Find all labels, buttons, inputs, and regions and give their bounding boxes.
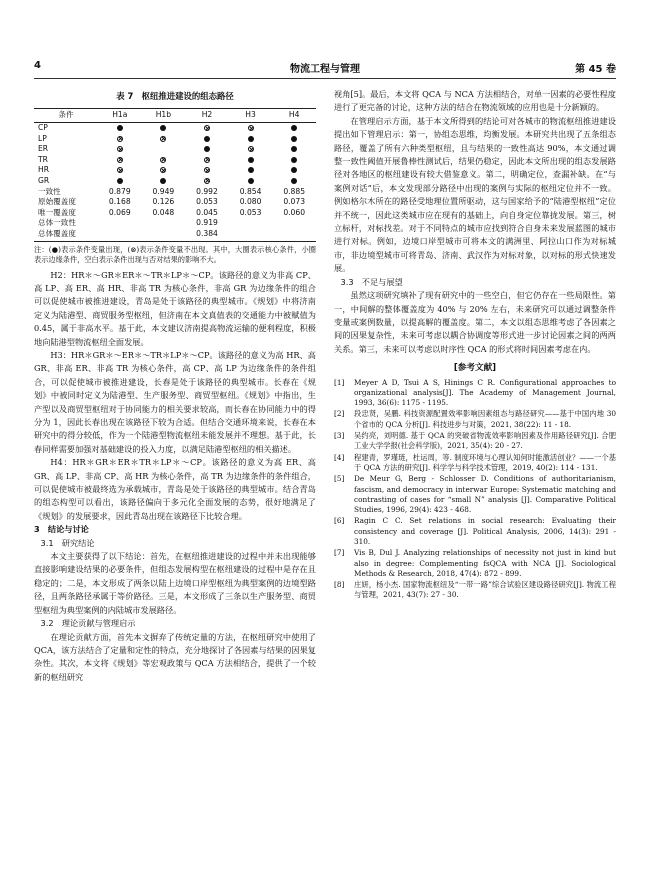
absent-icon (160, 167, 166, 173)
core-present-icon (160, 125, 166, 131)
table-cell (229, 155, 273, 166)
core-present-icon (248, 157, 254, 163)
table-row (34, 134, 316, 145)
core-present-icon (248, 136, 254, 142)
reference-item (334, 409, 616, 430)
table-cell (185, 155, 229, 166)
core-present-icon (291, 136, 297, 142)
subsection-heading: 3.2 理论贡献与管理启示 (40, 618, 136, 629)
absent-icon (160, 136, 166, 142)
stat-value: 0.048 (152, 207, 175, 217)
core-present-icon (291, 178, 297, 184)
core-present-icon (204, 146, 210, 152)
table-cell (229, 123, 273, 134)
condition-label: GR (38, 175, 50, 185)
table-row (34, 123, 316, 134)
journal-title: 物流工程与管理 (290, 64, 360, 75)
body-paragraph: 本文主要获得了以下结论：首先，在枢纽推进建设的过程中并未出现能够直接影响建设结果的必要条件，但组态发展构型在枢纽建设的过程中是存在且稳定的；二是，本文形成了两条以陆上边境口岸型枢纽为典型案例的边境型路径，且两条路径承属于等价路径。三是，本文形成了三条以生产服务型、商贸型枢纽为典型案例的内陆城市发展路径。 (34, 551, 316, 615)
table-row (34, 165, 316, 176)
table-cell (229, 134, 273, 145)
core-present-icon (291, 125, 297, 131)
absent-icon (204, 125, 210, 131)
body-paragraph: H2：HR＊～GR＊ER＊～TR＊LP＊～CP。该路径的意义为非高 CP、高 LP、高 ER、高 HR、非高 TR 为核心条件，非高 GR 为边缘条件的组合可以促使城市被推进建设，青岛是处于该路径的典型城市。《规划》中将济南定义为陆港型、商贸服务型枢纽，但济南在本文真值表的交通能力中被赋值为 0.45，属于非高水平。基于此，本文建议济南提高物流运输的便利程度，积极地向陆港型物流枢纽全面发展。 (34, 269, 316, 347)
table-cell (272, 123, 316, 134)
stat-value: 0.073 (283, 197, 306, 207)
core-present-icon (160, 178, 166, 184)
reference-number: [3] (334, 431, 345, 441)
table-cell (229, 165, 273, 176)
core-present-icon (248, 167, 254, 173)
table-header-row (34, 109, 316, 123)
section-heading: 3 结论与讨论 (34, 524, 89, 535)
reference-number: [6] (334, 516, 345, 526)
reference-text: De Meur G, Berg - Schlosser D. Conditions of authoritarianism, fascism, and democracy in interwar Europe: Systematic matching and contrasting of cases for “small N” analysis [J]. Comparative Political Studies, 1996, 29(4): 423 - 468. (354, 474, 616, 515)
stat-value: 0.045 (196, 207, 218, 217)
overall-rows (34, 218, 316, 241)
condition-label: LP (38, 133, 47, 143)
stat-value: 0.053 (196, 197, 218, 207)
absent-icon (117, 157, 123, 163)
table-col-header: H1b (142, 109, 186, 123)
overall-consistency-label: 总体一致性 (38, 218, 76, 228)
table-cell (98, 165, 142, 176)
table-row (34, 197, 316, 208)
reference-item (334, 474, 616, 515)
subsection-heading: 3.1 研究结论 (40, 537, 95, 548)
table-row (34, 176, 316, 187)
table-cell (272, 144, 316, 155)
reference-item (334, 516, 616, 547)
table-cell (272, 155, 316, 166)
absent-icon (248, 146, 254, 152)
stat-label: 原始覆盖度 (38, 197, 76, 207)
table-row (34, 155, 316, 166)
body-paragraph: 在管理启示方面，基于本文所得到的结论可对各城市的物流枢纽推进建设提出如下管理启示：第一，协组态思维，均衡发展。本研究共出现了五条组态路径，覆盖了所有六种类型枢纽，且与结果的一致性高达 90%，本文通过调整一致性阈值开展鲁棒性测试后，结果仍稳定，因此本文所出现的组态发展路径对各地区的枢纽建设有较大借鉴意义。第二，明确定位，查漏补缺。在“与案例对话”后，本文发现部分路径中出现的案例与实际的枢纽定位并不一致。例如格尔木所在的路径受地理位置所驱动，这与国家给予的“陆港型枢纽”定位并不统一，因此这类城市应在现有的基础上，向自身定位靠拢发展。第三，树立标杆，对标找差。对于不同特点的城市应找到符合自身未来发展蓝图的城市进行对标。例如，边境口岸型城市可将本文的满洲里、阿拉山口作为对标城市，非边境型城市可将青岛、济南、武汉作为对标对象，以对标的形式快速发展。 (334, 115, 616, 274)
table-col-header: 条件 (34, 109, 98, 123)
reference-item (334, 431, 616, 452)
table-cell (185, 123, 229, 134)
reference-number: [8] (334, 580, 345, 590)
absent-icon (160, 157, 166, 163)
reference-text: 段忠贤，吴鹏. 科技资源配置效率影响因素组态与路径研究——基于中国内地 30 个省市的 QCA 分析[J]. 科技进步与对策，2021, 38(22): 11 - 18. (354, 409, 616, 429)
table-col-header: H4 (272, 109, 316, 123)
body-paragraph: H4：HR＊GR＊ER＊TR＊LP＊～CP。该路径的意义为高 ER、高 GR、高 LP、非高 CP、高 HR 为核心条件，高 TR 为边缘条件的条件组合，可以促使城市被最终选为承载城市，青岛是处于该路径的典型城市。结合青岛的组态构型可以看出，该路径偏向于多元化全面发展的态势，很好地满足了《规划》的发展要求，因此青岛出现在该路径下比较合理。 (34, 457, 316, 521)
table-caption: 表 7 枢纽推进建设的组态路径 (116, 91, 234, 101)
reference-text: 吴约亮，刘明德. 基于 QCA 的突破省物流效率影响因素及作用路径研究[J]. 合肥工业大学学报(社会科学版)，2021, 35(4): 20 - 27. (354, 431, 616, 451)
header-rule (34, 78, 616, 79)
table-cell (185, 134, 229, 145)
table-cell (142, 144, 186, 155)
stat-value: 0.992 (196, 186, 218, 196)
body-paragraph: 在理论贡献方面，首先本文摒弃了传统定量的方法，在枢纽研究中使用了 QCA，该方法结合了定量和定性的特点，充分地探讨了各因素与结果的因果复杂性。其次，本文将《规划》等宏观政策与 QCA 方法相结合，提供了一个较新的枢纽研究 (34, 631, 316, 682)
table-cell (98, 176, 142, 187)
absent-icon (248, 125, 254, 131)
condition-label: TR (38, 154, 48, 164)
stat-value: 0.885 (283, 186, 306, 196)
references-heading: [参考文献] (453, 363, 497, 374)
reference-item (334, 453, 616, 474)
table-cell (272, 176, 316, 187)
condition-label: CP (38, 123, 48, 132)
reference-text: Meyer A D, Tsui A S, Hinings C R. Configurational approaches to organizational analysis[J]. The Academy of Management Journal, 1993, 36(6): 1175 - 1195. (354, 377, 616, 408)
subsection-heading: 3.3 不足与展望 (340, 276, 403, 287)
reference-item (334, 378, 616, 409)
reference-number: [4] (334, 452, 345, 462)
reference-item (334, 548, 616, 579)
overall-coverage-value: 0.384 (98, 229, 316, 241)
stat-value: 0.168 (108, 197, 131, 207)
reference-item (334, 580, 616, 601)
table-cell (272, 165, 316, 176)
table-row (34, 218, 316, 229)
page-number: 4 (34, 60, 41, 71)
absent-icon (117, 167, 123, 173)
table-col-header: H3 (229, 109, 273, 123)
table-cell (98, 123, 142, 134)
core-present-icon (291, 167, 297, 173)
absent-icon (117, 136, 123, 142)
stat-value: 0.879 (108, 186, 131, 196)
reference-text: 庄妍，杨小杰. 国家物流枢纽及“一带一路”综合试验区建设路径研究[J]. 物流工程与管理，2021, 43(7): 27 - 30. (354, 580, 616, 600)
stat-value: 0.126 (152, 197, 175, 207)
condition-label: ER (38, 144, 49, 154)
table-cell (98, 134, 142, 145)
body-paragraph: H3：HR＊GR＊～ER＊～TR＊LP＊～CP。该路径的意义为高 HR、高 GR、非高 ER、非高 TR 为核心条件，高 CP、高 LP 为边缘条件的条件组合，可以促使城市被推进建设，长春是处于该路径的典型城市。长春在《规划》中被同时定义为陆港型、生产服务型、商贸型枢纽。《规划》中指出，生产型以及商贸型枢纽对于协同能力的相关要求较高，而长春在协同能力中的得分为 1，因此长春出现在该路径下较为合适。但结合交通环境来说，长春在本研究中的得分较低，作为一个陆港型物流枢纽未能发展并不理想。基于此，长春同样需要加强对基础建设的投入力度，以满足陆港型枢纽的相关描述。 (34, 349, 316, 454)
stat-value: 0.854 (239, 186, 262, 196)
table-col-header: H1a (98, 109, 142, 123)
left-column (34, 88, 316, 684)
reference-number: [5] (334, 474, 345, 484)
table-cell (142, 165, 186, 176)
reference-text: Vis B, Dul J. Analyzing relationships of necessity not just in kind but also in degree: Complementing fsQCA with NCA [J]. Sociological Methods & Research, 2018, 47(4): 872 - 899. (354, 548, 616, 578)
running-header (34, 60, 616, 76)
reference-list (334, 378, 616, 601)
table-cell (142, 134, 186, 145)
overall-consistency-value: 0.919 (196, 218, 218, 228)
stat-value: 0.080 (239, 197, 262, 207)
stat-value: 0.060 (283, 207, 306, 217)
condition-label: HR (38, 165, 49, 175)
table-cell (98, 144, 142, 155)
table-col-header: H2 (185, 109, 229, 123)
table-cell (185, 176, 229, 187)
core-present-icon (291, 146, 297, 152)
absent-icon (204, 167, 210, 173)
stat-label: 一致性 (38, 186, 61, 196)
reference-number: [2] (334, 409, 345, 419)
overall-coverage-label: 总体覆盖度 (34, 229, 98, 241)
core-present-icon (204, 136, 210, 142)
core-present-icon (117, 125, 123, 131)
condition-rows (34, 123, 316, 187)
reference-text: Ragin C C. Set relations in social research: Evaluating their consistency and coverage [J]. Political Analysis, 2006, 14(3): 291 - 310. (354, 516, 616, 546)
volume-label: 第 45 卷 (575, 64, 616, 75)
table-cell (142, 155, 186, 166)
stat-value: 0.949 (152, 186, 175, 196)
table-cell (229, 176, 273, 187)
table-cell (185, 165, 229, 176)
core-present-icon (248, 178, 254, 184)
absent-icon (204, 178, 210, 184)
reference-text: 程建青，罗瑾琏，杜运周，等. 制度环境与心理认知何时能激活创业？——一个基于 QCA 方法的研究[J]. 科学学与科学技术管理，2019, 40(2): 114 - 131. (354, 452, 616, 472)
table-row (34, 187, 316, 198)
table-note: 注：(●)表示条件变量出现，(⊗)表示条件变量不出现。其中，大圈表示核心条件，小圈表示边缘条件，空白表示条件出现与否对结果的影响不大。 (34, 244, 316, 264)
stat-value: 0.069 (108, 207, 131, 217)
body-paragraph: 视角[5]。最后，本文将 QCA 与 NCA 方法相结合，对单一因素的必要性程度进行了更完备的讨论，这种方法的结合在物流领域的应用也是十分新颖的。 (334, 89, 616, 113)
table-cell (272, 134, 316, 145)
core-present-icon (291, 157, 297, 163)
absent-icon (204, 157, 210, 163)
reference-number: [1] (334, 377, 345, 387)
table-cell (185, 144, 229, 155)
absent-icon (117, 146, 123, 152)
table-cell (142, 123, 186, 134)
stat-label: 唯一覆盖度 (38, 207, 76, 217)
reference-number: [7] (334, 548, 345, 558)
core-present-icon (117, 178, 123, 184)
table-cell (142, 176, 186, 187)
table-cell (229, 144, 273, 155)
table-row (34, 144, 316, 155)
stat-value: 0.053 (239, 207, 262, 217)
configuration-table (34, 108, 316, 241)
body-paragraph: 虽然这项研究填补了现有研究中的一些空白，但它仍存在一些局限性。第一，中间解的整体覆盖度为 40% 与 20% 左右，未来研究可以通过调整条件变量或案例数量，以提高解的覆盖度。第二，本文以组态思维考虑了各因素之间的因果复杂性，未来可考虑以耦合协调度等形式进一步讨论因素之间的两两关系。第三，未来可以考虑以时序性 QCA 的形式将时间因素考虑在内。 (334, 290, 616, 354)
stat-rows (34, 187, 316, 219)
right-column (334, 88, 616, 602)
table-row (34, 208, 316, 219)
table-row (34, 229, 316, 241)
table-cell (98, 155, 142, 166)
